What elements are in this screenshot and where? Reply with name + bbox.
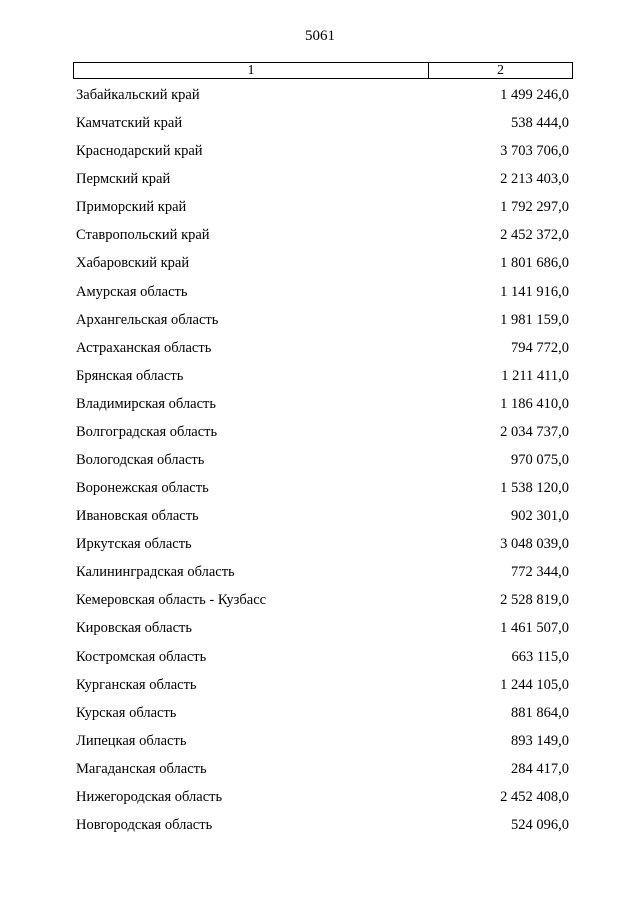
region-value: 2 034 737,0: [500, 423, 569, 440]
table-row: [0, 395, 640, 423]
region-value: 2 213 403,0: [500, 171, 569, 188]
region-value: 3 703 706,0: [500, 143, 569, 160]
table-row: [0, 507, 640, 535]
region-name: Архангельская область: [76, 311, 219, 328]
table-row: [0, 451, 640, 479]
table-row: [0, 198, 640, 226]
table-row: [0, 591, 640, 619]
table-row: [0, 339, 640, 367]
region-value: 881 864,0: [511, 704, 569, 721]
table-row: [0, 311, 640, 339]
table-row: [0, 732, 640, 760]
region-name: Волгоградская область: [76, 423, 218, 440]
region-value: 1 981 159,0: [500, 311, 569, 328]
region-value: 538 444,0: [511, 115, 569, 132]
table-row: [0, 704, 640, 732]
region-value: 893 149,0: [511, 732, 569, 749]
table-row: [0, 760, 640, 788]
region-value: 902 301,0: [511, 508, 569, 525]
region-value: 1 792 297,0: [500, 199, 569, 216]
region-name: Ивановская область: [76, 508, 199, 525]
table-row: [0, 86, 640, 114]
region-value: 1 461 507,0: [500, 620, 569, 637]
region-value: 284 417,0: [511, 760, 569, 777]
table-row: [0, 563, 640, 591]
region-name: Хабаровский край: [76, 255, 190, 272]
region-name: Краснодарский край: [76, 143, 203, 160]
region-value: 2 452 408,0: [500, 788, 569, 805]
region-name: Кемеровская область - Кузбасс: [76, 592, 267, 609]
region-value: 794 772,0: [511, 339, 569, 356]
region-name: Ставропольский край: [76, 227, 210, 244]
region-name: Курская область: [76, 704, 177, 721]
region-value: 2 528 819,0: [500, 592, 569, 609]
region-name: Липецкая область: [76, 732, 187, 749]
region-value: 663 115,0: [511, 648, 569, 665]
region-name: Калининградская область: [76, 564, 235, 581]
table-row: [0, 283, 640, 311]
table-row: [0, 142, 640, 170]
table-row: [0, 648, 640, 676]
table-row: [0, 788, 640, 816]
region-name: Магаданская область: [76, 760, 207, 777]
region-name: Владимирская область: [76, 395, 216, 412]
region-name: Кировская область: [76, 620, 193, 637]
region-value: 2 452 372,0: [500, 227, 569, 244]
region-name: Вологодская область: [76, 452, 205, 469]
region-value: 1 244 105,0: [500, 676, 569, 693]
region-value: 1 499 246,0: [500, 87, 569, 103]
region-name: Нижегородская область: [76, 788, 223, 805]
table-body: [0, 86, 640, 844]
table-row: [0, 423, 640, 451]
region-name: Приморский край: [76, 199, 187, 216]
region-value: 3 048 039,0: [500, 536, 569, 553]
region-name: Курганская область: [76, 676, 197, 693]
region-name: Забайкальский край: [76, 87, 200, 103]
region-name: Амурская область: [76, 283, 188, 300]
header-column-1: 1: [74, 63, 429, 78]
header-column-2: 2: [497, 63, 504, 78]
region-name: Брянская область: [76, 367, 184, 384]
table-row: [0, 226, 640, 254]
region-name: Пермский край: [76, 171, 171, 188]
region-value: 772 344,0: [511, 564, 569, 581]
region-name: Новгородская область: [76, 817, 213, 834]
region-name: Костромская область: [76, 648, 207, 665]
page-number: 5061: [305, 28, 335, 44]
table-row: [0, 816, 640, 844]
table-row: [0, 676, 640, 704]
table-header: [73, 62, 573, 79]
region-name: Астраханская область: [76, 339, 212, 356]
region-name: Иркутская область: [76, 536, 192, 553]
table-row: [0, 535, 640, 563]
table-row: [0, 619, 640, 647]
region-value: 970 075,0: [511, 452, 569, 469]
region-value: 1 186 410,0: [500, 395, 569, 412]
region-value: 1 801 686,0: [500, 255, 569, 272]
region-value: 1 141 916,0: [500, 283, 569, 300]
region-name: Воронежская область: [76, 480, 209, 497]
region-name: Камчатский край: [76, 115, 183, 132]
table-row: [0, 114, 640, 142]
region-value: 1 211 411,0: [501, 367, 569, 384]
region-value: 524 096,0: [511, 817, 569, 834]
region-value: 1 538 120,0: [500, 480, 569, 497]
table-row: [0, 254, 640, 282]
table-row: [0, 367, 640, 395]
table-row: [0, 479, 640, 507]
table-row: [0, 170, 640, 198]
